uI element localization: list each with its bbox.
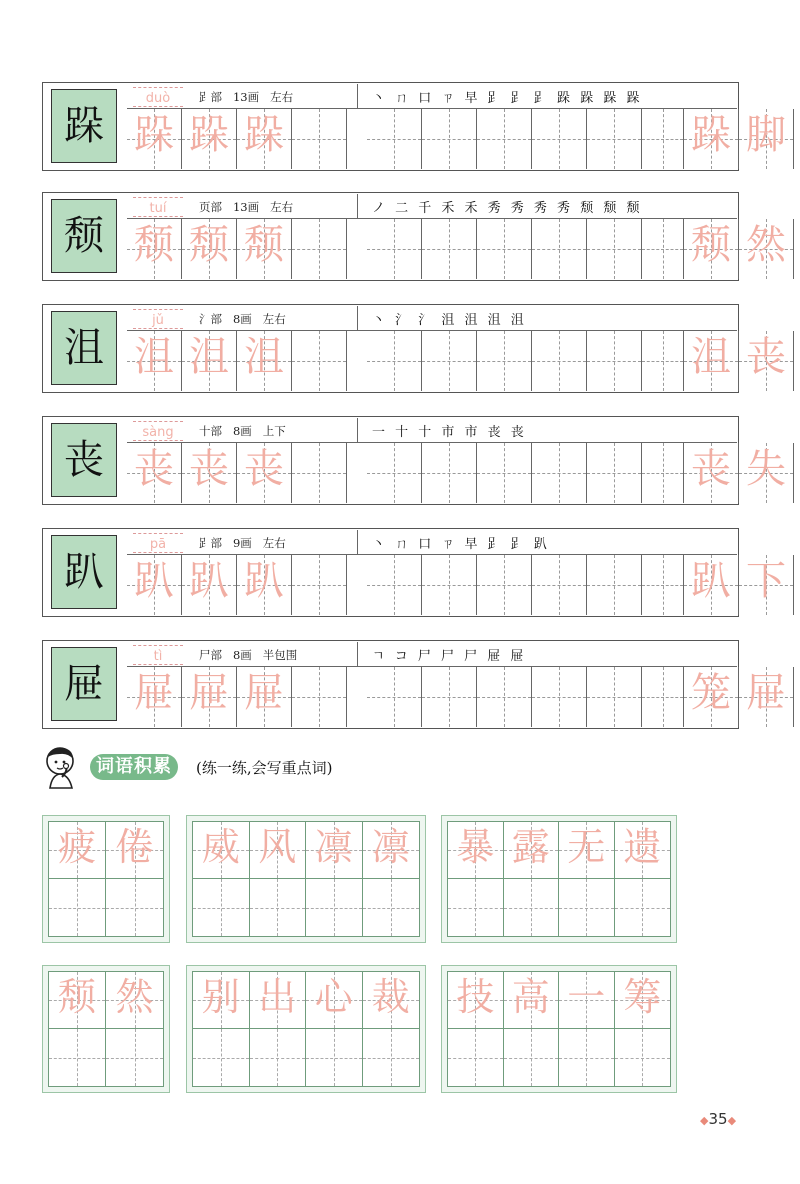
- page-number-dot-right: ◆: [727, 1114, 737, 1127]
- practice-cell[interactable]: [684, 219, 739, 279]
- word-trace-cell[interactable]: [250, 822, 307, 879]
- word-trace-char: 筹: [623, 975, 662, 1019]
- char-meta: 𧾷部 9画 左右: [199, 536, 286, 550]
- practice-cell[interactable]: [422, 109, 477, 169]
- trace-char: 趴: [189, 558, 229, 604]
- word-write-cell[interactable]: [363, 879, 420, 936]
- word-write-cell[interactable]: [504, 1029, 560, 1086]
- practice-cell[interactable]: [127, 443, 182, 503]
- word-trace-char: 一: [567, 975, 606, 1019]
- practice-cell[interactable]: [367, 219, 422, 279]
- char-meta: 十部 8画 上下: [199, 424, 286, 438]
- trace-char: 跺: [244, 112, 284, 158]
- word-trace-char: 颓: [57, 975, 96, 1019]
- vocab-word-box: [441, 815, 677, 943]
- char-block: [42, 304, 786, 393]
- practice-cell[interactable]: [739, 331, 794, 391]
- practice-cell[interactable]: [127, 555, 182, 615]
- practice-cell[interactable]: [237, 555, 292, 615]
- char-info-row: [127, 306, 737, 331]
- word-trace-cell[interactable]: [193, 822, 250, 879]
- practice-cell[interactable]: [127, 667, 182, 727]
- word-trace-char: 出: [258, 975, 297, 1019]
- trace-char: 然: [746, 222, 786, 268]
- pinyin-text: tì: [153, 649, 163, 664]
- trace-char: 跺: [189, 112, 229, 158]
- word-trace-cell[interactable]: [559, 972, 615, 1029]
- practice-cell[interactable]: [739, 667, 794, 727]
- char-info-row: [127, 418, 737, 443]
- practice-cell[interactable]: [532, 109, 587, 169]
- practice-cell[interactable]: [642, 331, 684, 391]
- word-trace-char: 疲: [57, 825, 96, 869]
- practice-cell[interactable]: [237, 667, 292, 727]
- word-grid: [447, 821, 671, 937]
- practice-cell[interactable]: [422, 443, 477, 503]
- practice-cell[interactable]: [182, 219, 237, 279]
- vocab-word-box: [42, 815, 170, 943]
- pinyin-text: tuí: [149, 201, 167, 216]
- char-block: [42, 640, 786, 729]
- main-char: 丧: [64, 437, 104, 483]
- word-trace-cell[interactable]: [49, 822, 106, 879]
- word-write-cell[interactable]: [106, 879, 163, 936]
- trace-char: 沮: [134, 334, 174, 380]
- pinyin-text: sàng: [142, 425, 174, 440]
- main-char-box: [51, 311, 117, 385]
- word-write-cell[interactable]: [448, 879, 504, 936]
- word-trace-cell[interactable]: [106, 972, 163, 1029]
- practice-cell[interactable]: [127, 219, 182, 279]
- trace-char: 丧: [244, 446, 284, 492]
- word-trace-cell[interactable]: [448, 972, 504, 1029]
- pinyin-text: pā: [149, 537, 167, 552]
- practice-cell[interactable]: [367, 667, 422, 727]
- practice-cell[interactable]: [292, 219, 347, 279]
- word-trace-cell[interactable]: [250, 972, 307, 1029]
- char-meta: 氵部 8画 左右: [199, 312, 286, 326]
- word-trace-cell[interactable]: [306, 822, 363, 879]
- word-write-cell[interactable]: [193, 879, 250, 936]
- main-char-box: [51, 89, 117, 163]
- practice-cell[interactable]: [642, 109, 684, 169]
- practice-cell[interactable]: [237, 219, 292, 279]
- practice-cell[interactable]: [477, 555, 532, 615]
- main-char: 沮: [64, 325, 104, 371]
- pinyin-box: [133, 421, 183, 441]
- practice-cell[interactable]: [367, 109, 422, 169]
- word-grid: [192, 971, 420, 1087]
- word-trace-cell[interactable]: [193, 972, 250, 1029]
- word-write-cell[interactable]: [193, 1029, 250, 1086]
- char-meta: 𧾷部 13画 左右: [199, 90, 294, 104]
- word-trace-char: 无: [567, 825, 606, 869]
- info-divider: [357, 306, 358, 330]
- main-char-box: [51, 647, 117, 721]
- vocab-section-header: [42, 744, 442, 794]
- pinyin-box: [133, 197, 183, 217]
- word-trace-char: 技: [456, 975, 495, 1019]
- char-info-row: [127, 642, 737, 667]
- info-divider: [357, 418, 358, 442]
- trace-char: 颓: [189, 222, 229, 268]
- word-trace-cell[interactable]: [559, 822, 615, 879]
- vocab-subtitle: (练一练,会写重点词): [196, 759, 333, 777]
- practice-cell[interactable]: [532, 443, 587, 503]
- practice-cell[interactable]: [532, 555, 587, 615]
- pinyin-box: [133, 87, 183, 107]
- word-write-cell[interactable]: [615, 879, 671, 936]
- char-info-row: [127, 194, 737, 219]
- word-write-cell[interactable]: [106, 1029, 163, 1086]
- trace-char: 沮: [189, 334, 229, 380]
- word-grid: [192, 821, 420, 937]
- main-char-box: [51, 535, 117, 609]
- practice-cell[interactable]: [367, 443, 422, 503]
- stroke-order: 丶 ㄇ 口 ㄗ 早 𧾷 𧾷 𧾷 跺 跺 跺 跺: [372, 91, 643, 106]
- char-meta: 尸部 8画 半包围: [199, 648, 298, 662]
- practice-cell[interactable]: [292, 555, 347, 615]
- word-trace-char: 露: [511, 825, 550, 869]
- practice-cell[interactable]: [642, 443, 684, 503]
- practice-cell[interactable]: [237, 443, 292, 503]
- boy-thinking-icon: [42, 744, 88, 790]
- word-trace-cell[interactable]: [504, 972, 560, 1029]
- trace-char: 失: [746, 446, 786, 492]
- info-divider: [357, 642, 358, 666]
- practice-cell[interactable]: [684, 331, 739, 391]
- char-block: [42, 416, 786, 505]
- trace-char: 屉: [189, 670, 229, 716]
- word-trace-cell[interactable]: [363, 972, 420, 1029]
- word-trace-cell[interactable]: [363, 822, 420, 879]
- trace-char: 沮: [244, 334, 284, 380]
- word-trace-char: 威: [201, 825, 240, 869]
- word-grid: [48, 821, 164, 937]
- word-trace-char: 凛: [314, 825, 353, 869]
- practice-cell[interactable]: [587, 109, 642, 169]
- practice-row: [127, 109, 786, 169]
- practice-cell[interactable]: [477, 331, 532, 391]
- word-trace-char: 暴: [456, 825, 495, 869]
- main-char: 趴: [64, 549, 104, 595]
- practice-cell[interactable]: [422, 667, 477, 727]
- practice-cell[interactable]: [127, 331, 182, 391]
- word-write-cell[interactable]: [250, 879, 307, 936]
- practice-cell[interactable]: [587, 555, 642, 615]
- practice-cell[interactable]: [292, 109, 347, 169]
- word-write-cell[interactable]: [306, 1029, 363, 1086]
- char-block: [42, 192, 786, 281]
- word-trace-cell[interactable]: [448, 822, 504, 879]
- practice-cell[interactable]: [587, 667, 642, 727]
- practice-cell[interactable]: [292, 667, 347, 727]
- vocab-word-box: [186, 815, 426, 943]
- char-block: [42, 82, 786, 171]
- practice-cell[interactable]: [739, 443, 794, 503]
- practice-cell[interactable]: [642, 219, 684, 279]
- practice-cell[interactable]: [367, 331, 422, 391]
- pinyin-box: [133, 309, 183, 329]
- word-trace-char: 心: [314, 975, 353, 1019]
- page-number-value: 35: [708, 1110, 728, 1128]
- pinyin-text: jǔ: [152, 313, 164, 328]
- word-trace-char: 风: [258, 825, 297, 869]
- practice-cell[interactable]: [422, 331, 477, 391]
- word-trace-char: 然: [115, 975, 154, 1019]
- pinyin-text: duò: [145, 91, 171, 106]
- info-divider: [357, 194, 358, 218]
- practice-cell[interactable]: [642, 555, 684, 615]
- practice-cell[interactable]: [182, 109, 237, 169]
- practice-cell[interactable]: [237, 109, 292, 169]
- info-divider: [357, 530, 358, 554]
- practice-cell[interactable]: [237, 331, 292, 391]
- char-block: [42, 528, 786, 617]
- word-grid: [48, 971, 164, 1087]
- word-write-cell[interactable]: [559, 879, 615, 936]
- practice-cell[interactable]: [684, 443, 739, 503]
- vocab-title: 词语积累: [90, 754, 178, 780]
- trace-char: 沮: [691, 334, 731, 380]
- trace-char: 脚: [746, 112, 786, 158]
- trace-char: 颓: [134, 222, 174, 268]
- word-trace-cell[interactable]: [615, 972, 671, 1029]
- practice-cell[interactable]: [422, 555, 477, 615]
- word-trace-char: 凛: [371, 825, 410, 869]
- practice-cell[interactable]: [587, 443, 642, 503]
- vocab-word-box: [441, 965, 677, 1093]
- trace-char: 丧: [134, 446, 174, 492]
- practice-cell[interactable]: [422, 219, 477, 279]
- practice-row: [127, 555, 786, 615]
- trace-char: 屉: [244, 670, 284, 716]
- practice-cell[interactable]: [292, 443, 347, 503]
- word-grid: [447, 971, 671, 1087]
- char-info-row: [127, 84, 737, 109]
- trace-char: 趴: [134, 558, 174, 604]
- practice-cell[interactable]: [739, 555, 794, 615]
- word-trace-char: 高: [511, 975, 550, 1019]
- practice-cell[interactable]: [182, 667, 237, 727]
- trace-char: 屉: [746, 670, 786, 716]
- main-char: 屉: [64, 661, 104, 707]
- word-write-cell[interactable]: [448, 1029, 504, 1086]
- practice-cell[interactable]: [182, 331, 237, 391]
- stroke-order: 一 十 十 市 市 丧 丧: [372, 425, 527, 440]
- stroke-order: ノ 二 千 禾 禾 秀 秀 秀 秀 颓 颓 颓: [372, 201, 643, 216]
- trace-char: 丧: [746, 334, 786, 380]
- practice-cell[interactable]: [477, 667, 532, 727]
- char-meta: 页部 13画 左右: [199, 200, 294, 214]
- practice-cell[interactable]: [684, 555, 739, 615]
- practice-cell[interactable]: [127, 109, 182, 169]
- stroke-order: 丶 ㄇ 口 ㄗ 早 𧾷 𧾷 趴: [372, 537, 550, 552]
- practice-cell[interactable]: [684, 109, 739, 169]
- trace-char: 颓: [244, 222, 284, 268]
- practice-cell[interactable]: [684, 667, 739, 727]
- main-char-box: [51, 199, 117, 273]
- trace-char: 下: [746, 558, 786, 604]
- practice-cell[interactable]: [477, 443, 532, 503]
- practice-cell[interactable]: [292, 331, 347, 391]
- vocab-word-box: [186, 965, 426, 1093]
- trace-char: 丧: [691, 446, 731, 492]
- info-divider: [357, 84, 358, 108]
- trace-char: 跺: [691, 112, 731, 158]
- word-trace-char: 倦: [115, 825, 154, 869]
- practice-cell[interactable]: [532, 219, 587, 279]
- word-write-cell[interactable]: [504, 879, 560, 936]
- vocab-word-box: [42, 965, 170, 1093]
- word-trace-cell[interactable]: [306, 972, 363, 1029]
- stroke-order: ㄱ コ 尸 尸 尸 屉 屉: [372, 649, 527, 664]
- practice-cell[interactable]: [182, 555, 237, 615]
- main-char: 跺: [64, 103, 104, 149]
- trace-char: 丧: [189, 446, 229, 492]
- word-trace-char: 别: [201, 975, 240, 1019]
- trace-char: 笼: [691, 670, 731, 716]
- word-trace-cell[interactable]: [615, 822, 671, 879]
- practice-row: [127, 443, 786, 503]
- practice-cell[interactable]: [367, 555, 422, 615]
- practice-cell[interactable]: [587, 219, 642, 279]
- char-info-row: [127, 530, 737, 555]
- pinyin-box: [133, 533, 183, 553]
- practice-cell[interactable]: [642, 667, 684, 727]
- trace-char: 屉: [134, 670, 174, 716]
- word-write-cell[interactable]: [49, 879, 106, 936]
- trace-char: 趴: [691, 558, 731, 604]
- word-trace-char: 裁: [371, 975, 410, 1019]
- word-trace-cell[interactable]: [49, 972, 106, 1029]
- practice-cell[interactable]: [587, 331, 642, 391]
- trace-char: 趴: [244, 558, 284, 604]
- word-write-cell[interactable]: [615, 1029, 671, 1086]
- practice-cell[interactable]: [739, 219, 794, 279]
- word-write-cell[interactable]: [363, 1029, 420, 1086]
- practice-cell[interactable]: [532, 667, 587, 727]
- word-write-cell[interactable]: [49, 1029, 106, 1086]
- word-write-cell[interactable]: [306, 879, 363, 936]
- practice-cell[interactable]: [532, 331, 587, 391]
- page-number-dot-left: ◆: [700, 1114, 709, 1127]
- practice-row: [127, 219, 786, 279]
- practice-row: [127, 667, 786, 727]
- practice-row: [127, 331, 786, 391]
- practice-cell[interactable]: [477, 109, 532, 169]
- word-trace-char: 遗: [623, 825, 662, 869]
- trace-char: 颓: [691, 222, 731, 268]
- word-trace-cell[interactable]: [504, 822, 560, 879]
- practice-cell[interactable]: [739, 109, 794, 169]
- trace-char: 跺: [134, 112, 174, 158]
- pinyin-box: [133, 645, 183, 665]
- word-write-cell[interactable]: [559, 1029, 615, 1086]
- page-number: [700, 1110, 736, 1128]
- stroke-order: 丶 氵 氵 沮 沮 沮 沮: [372, 313, 527, 328]
- main-char-box: [51, 423, 117, 497]
- practice-cell[interactable]: [477, 219, 532, 279]
- word-trace-cell[interactable]: [106, 822, 163, 879]
- word-write-cell[interactable]: [250, 1029, 307, 1086]
- main-char: 颓: [64, 213, 104, 259]
- practice-cell[interactable]: [182, 443, 237, 503]
